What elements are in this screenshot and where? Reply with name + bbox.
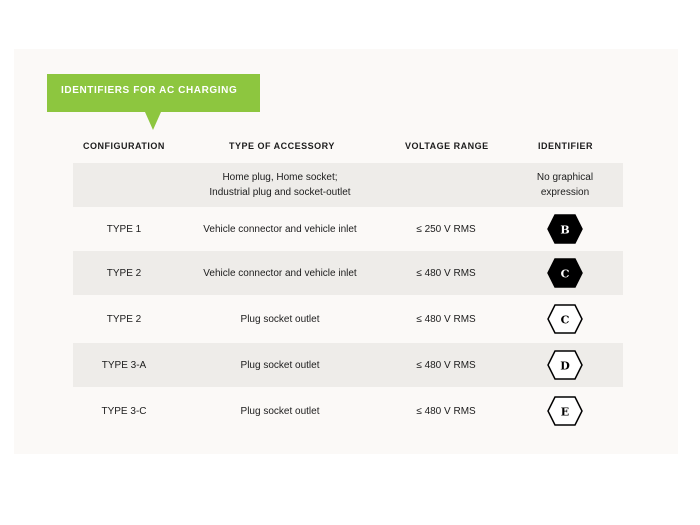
banner-arrow-shape <box>47 74 260 130</box>
header-identifier: IDENTIFIER <box>538 141 594 151</box>
identifier-cell <box>507 207 623 251</box>
accessory-line: Home plug, Home socket; <box>222 172 338 183</box>
accessory-cell <box>175 163 385 207</box>
voltage-cell: ≤ 480 V RMS <box>416 267 476 279</box>
identifier-cell <box>507 251 623 295</box>
hexagon-identifier-d-icon <box>547 350 583 380</box>
table-row <box>73 207 623 251</box>
voltage-cell: ≤ 480 V RMS <box>416 359 476 371</box>
hexagon-identifier-c-icon <box>547 258 583 288</box>
accessory-cell: Plug socket outlet <box>240 359 320 371</box>
header-voltage-range: VOLTAGE RANGE <box>405 141 489 151</box>
accessory-line: Industrial plug and socket-outlet <box>209 187 351 198</box>
voltage-cell: ≤ 250 V RMS <box>416 223 476 235</box>
identifier-cell <box>507 297 623 341</box>
configuration-cell: TYPE 3-A <box>101 359 147 371</box>
identifier-cell <box>507 343 623 387</box>
table-row <box>73 163 623 207</box>
table-row <box>73 297 623 341</box>
hexagon-identifier-e-icon <box>547 396 583 426</box>
configuration-cell: TYPE 3-C <box>101 405 147 417</box>
identifier-letter: D <box>560 359 570 373</box>
table-row <box>73 389 623 433</box>
identifier-text: No graphical <box>536 172 594 183</box>
voltage-cell: ≤ 480 V RMS <box>416 313 476 325</box>
voltage-cell: ≤ 480 V RMS <box>416 405 476 417</box>
hexagon-identifier-b-icon <box>547 214 583 244</box>
configuration-cell <box>73 163 175 207</box>
hexagon-identifier-c-outline-icon <box>547 304 583 334</box>
identifier-letter: C <box>560 313 570 327</box>
banner-title: IDENTIFIERS FOR AC CHARGING <box>61 85 238 96</box>
identifier-text: expression <box>540 187 590 198</box>
accessory-cell: Vehicle connector and vehicle inlet <box>203 223 357 235</box>
identifier-cell <box>507 163 623 207</box>
table-row <box>73 343 623 387</box>
identifier-letter: C <box>560 267 570 281</box>
configuration-cell: TYPE 2 <box>106 267 142 279</box>
configuration-cell: TYPE 2 <box>106 313 142 325</box>
table-row <box>73 251 623 295</box>
identifier-letter: B <box>560 223 570 237</box>
accessory-cell: Plug socket outlet <box>240 313 320 325</box>
configuration-cell: TYPE 1 <box>106 223 142 235</box>
accessory-cell: Vehicle connector and vehicle inlet <box>203 267 357 279</box>
header-type-of-accessory: TYPE OF ACCESSORY <box>229 141 335 151</box>
section-banner <box>47 74 260 130</box>
header-configuration: CONFIGURATION <box>83 141 165 151</box>
identifier-letter: E <box>560 405 570 419</box>
accessory-cell: Plug socket outlet <box>240 405 320 417</box>
identifier-cell <box>507 389 623 433</box>
voltage-cell <box>385 163 507 207</box>
